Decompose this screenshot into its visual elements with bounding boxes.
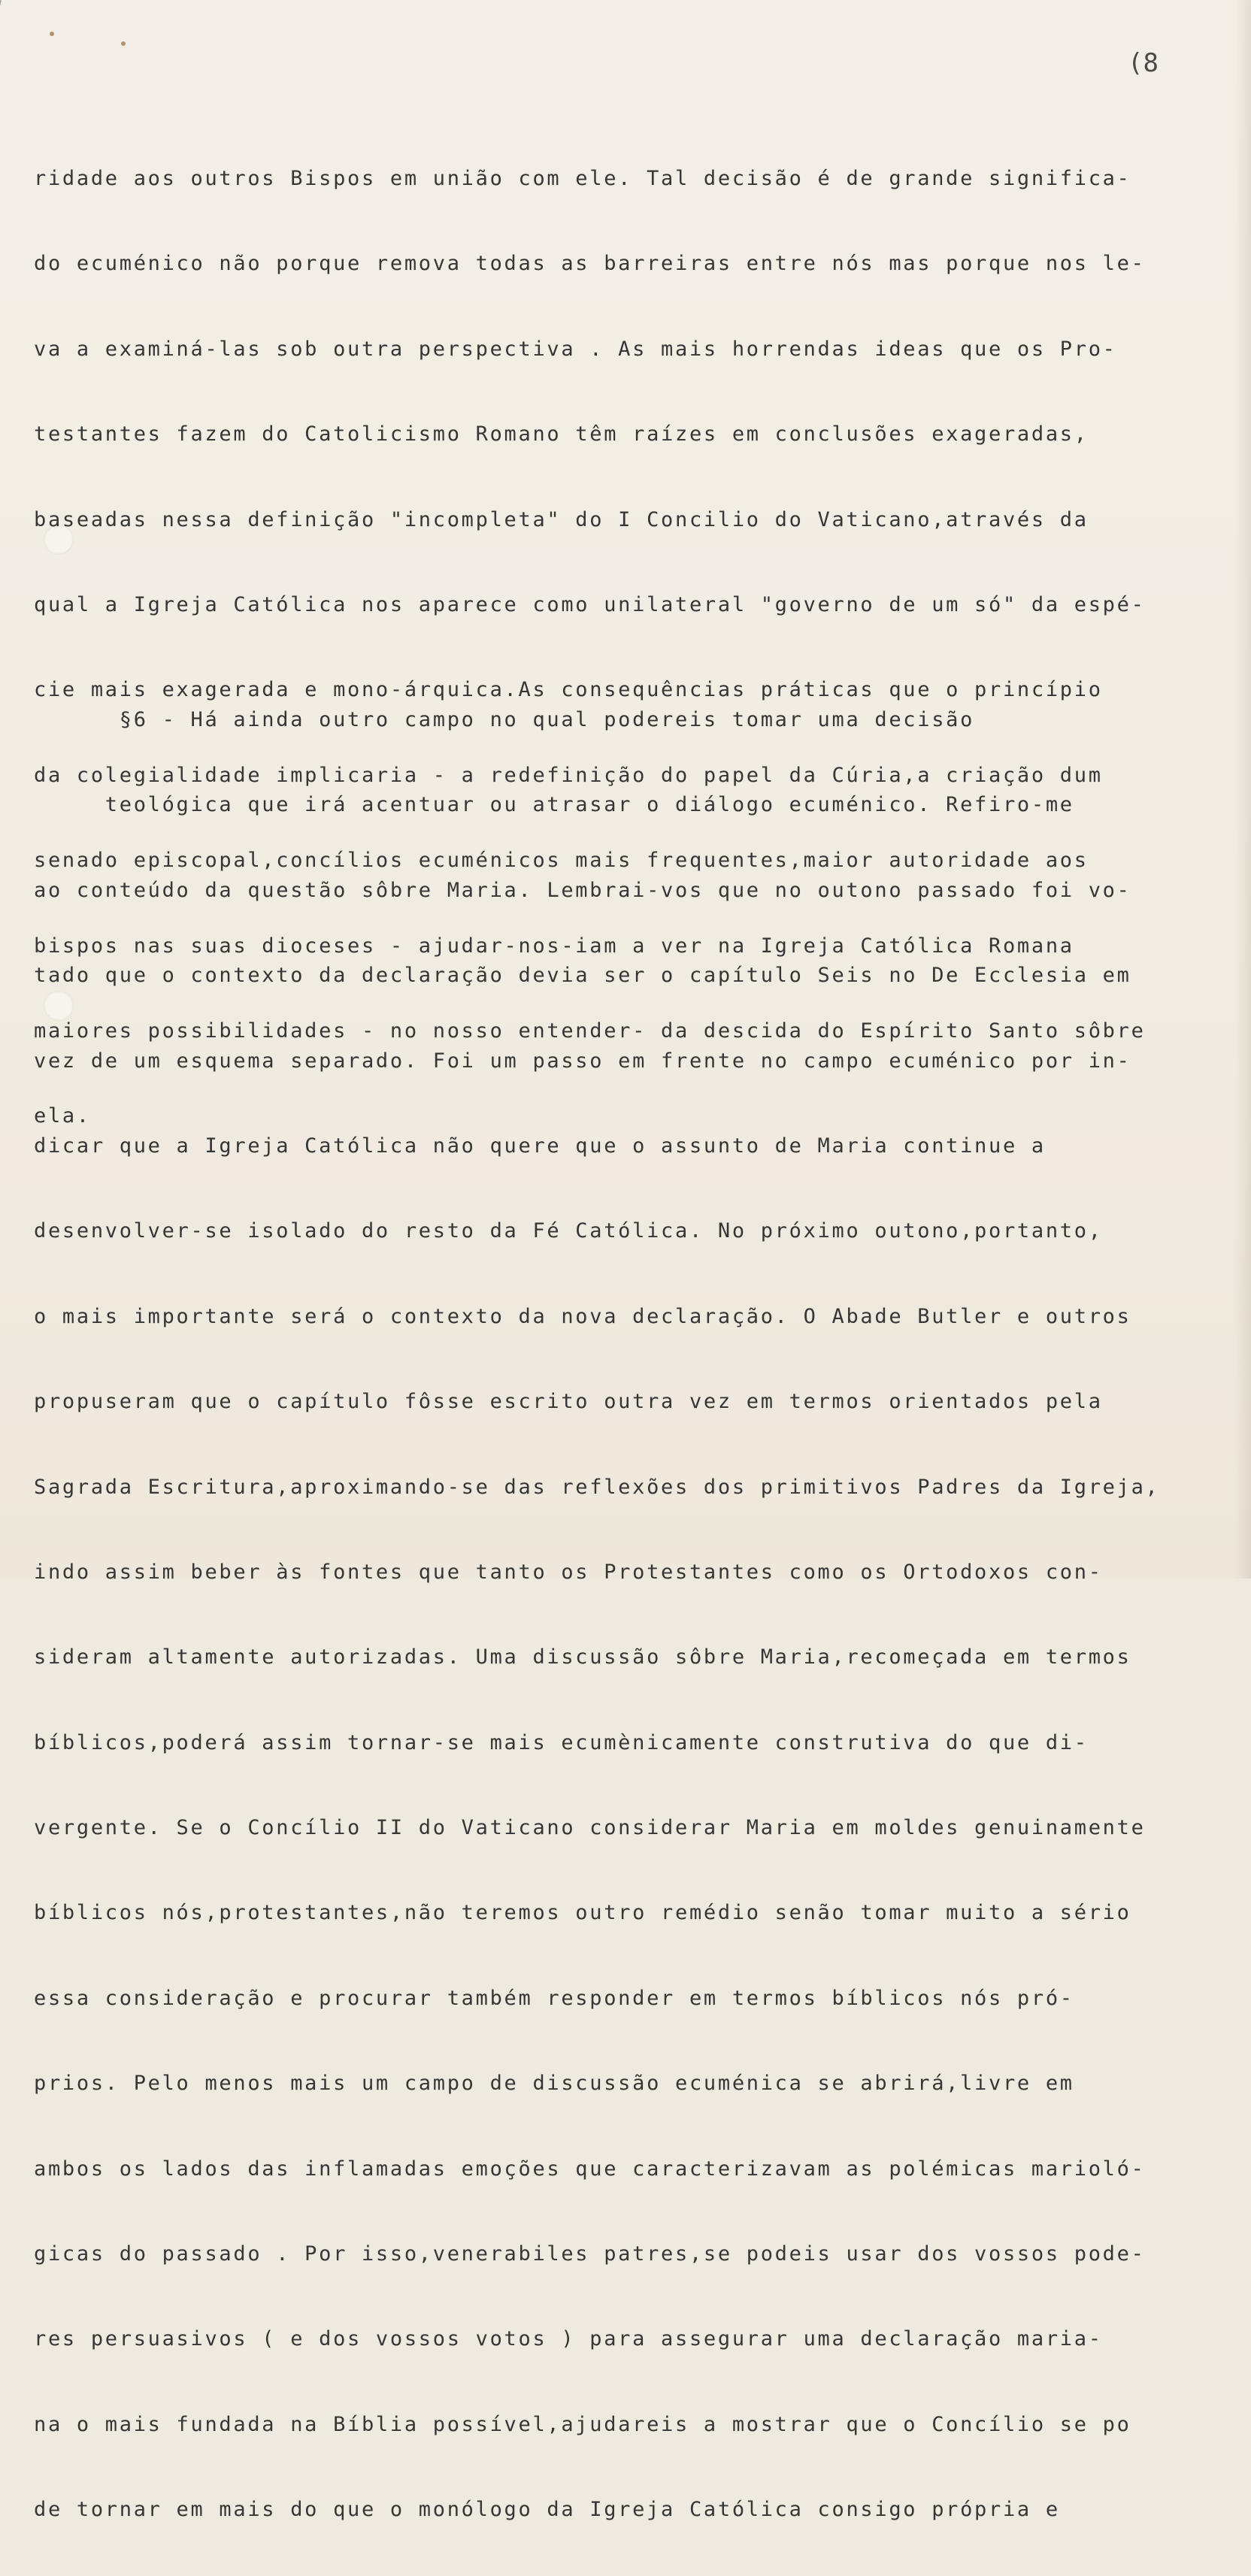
pencil-mark [0,0,12,47]
text-line: propuseram que o capítulo fôsse escrito outra vez em termos orientados pela [34,1390,1103,1414]
text-line: indo assim beber às fontes que tanto os Protestantes como os Ortodoxos con- [34,1560,1103,1584]
text-line: senado episcopal,concílios ecuménicos mais frequentes,maior autoridade aos [34,849,1089,873]
text-line: bíblicos nós,protestantes,não teremos outro remédio senão tomar muito a sério [34,1901,1131,1925]
text-line: prios. Pelo menos mais um campo de discussão ecuménica se abrirá,livre em [34,2072,1074,2096]
text-line: tado que o contexto da declaração devia ser o capítulo Seis no De Ecclesia em [34,964,1131,988]
text-line: sideram altamente autorizadas. Uma discussão sôbre Maria,recomeçada em termos [34,1645,1131,1669]
text-line: bíblicos,poderá assim tornar-se mais ecumènicamente construtiva do que di- [34,1730,1089,1754]
text-line: do ecuménico não porque remova todas as barreiras entre nós mas porque nos le- [34,252,1146,276]
text-line: res persuasivos ( e dos vossos votos ) para assegurar uma declaração maria- [34,2327,1103,2351]
text-line: vergente. Se o Concílio II do Vaticano considerar Maria em moldes genuinamente [34,1816,1146,1840]
page-number: (8 [1128,48,1159,78]
text-line: qual a Igreja Católica nos aparece como unilateral "governo de um só" da espé- [34,592,1146,616]
paragraph-2 [34,654,1237,2576]
text-line: o mais importante será o contexto da nova declaração. O Abade Butler e outros [34,1304,1131,1328]
page-edge-shadow [1234,0,1251,1579]
text-line: cie mais exagerada e mono-árquica.As consequências práticas que o princípio [34,678,1103,702]
text-line: teológica que irá acentuar ou atrasar o diálogo ecuménico. Refiro-me [34,793,1074,817]
text-line: dicar que a Igreja Católica não quere que o assunto de Maria continue a [34,1134,1046,1158]
text-line: na o mais fundada na Bíblia possível,ajudareis a mostrar que o Concílio se po [34,2412,1131,2436]
text-line: baseadas nessa definição "incompleta" do I Concilio do Vaticano,através da [34,507,1089,531]
text-line: desenvolver-se isolado do resto da Fé Católica. No próximo outono,portanto, [34,1219,1103,1243]
text-line: maiores possibilidades - no nosso entender- da descida do Espírito Santo sôbre [34,1019,1146,1043]
text-line: testantes fazem do Catolicismo Romano têm raízes em conclusões exageradas, [34,422,1089,446]
text-line: vez de um esquema separado. Foi um passo em frente no campo ecuménico por in- [34,1049,1131,1073]
text-line: da colegialidade implicaria - a redefinição do papel da Cúria,a criação dum [34,763,1103,787]
text-line: Sagrada Escritura,aproximando-se das reflexões dos primitivos Padres da Igreja, [34,1475,1160,1499]
text-line: va a examiná-las sob outra perspectiva . As mais horrendas ideas que os Pro- [34,337,1117,361]
text-line: ao conteúdo da questão sôbre Maria. Lembrai-vos que no outono passado foi vo- [34,878,1131,902]
text-line: ela. [34,1104,91,1128]
paper-speck [121,41,126,46]
text-line: ambos os lados das inflamadas emoções que caracterizavam as polémicas marioló- [34,2157,1146,2181]
text-line: §6 - Há ainda outro campo no qual podereis tomar uma decisão [34,708,975,731]
text-line: bispos nas suas dioceses - ajudar-nos-iam a ver na Igreja Católica Romana [34,934,1074,958]
text-line: gicas do passado . Por isso,venerabiles patres,se podeis usar dos vossos pode- [34,2242,1146,2266]
text-line: de tornar em mais do que o monólogo da Igreja Católica consigo própria e [34,2498,1060,2522]
text-line: ridade aos outros Bispos em união com ele. Tal decisão é de grande significa- [34,167,1131,190]
paper-speck [50,32,54,36]
text-line: essa consideração e procurar também responder em termos bíblicos nós pró- [34,1986,1074,2010]
